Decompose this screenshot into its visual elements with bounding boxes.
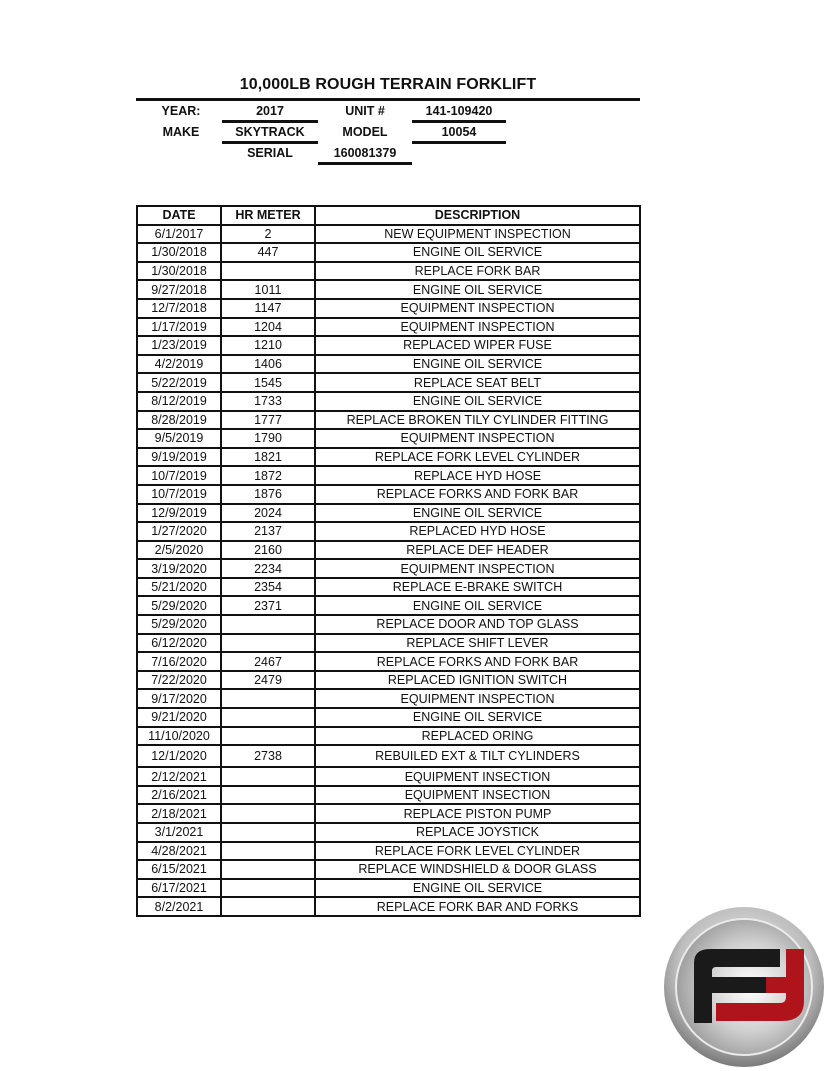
table-row <box>137 689 640 708</box>
table-row <box>137 392 640 411</box>
cell-hr-meter <box>221 804 315 823</box>
cell-hr-meter <box>221 689 315 708</box>
cell-description: REPLACED HYD HOSE <box>315 522 640 541</box>
year-label: YEAR: <box>161 104 201 118</box>
make-underline <box>222 141 318 144</box>
cell-hr-meter: 1545 <box>221 373 315 392</box>
cell-date: 6/1/2017 <box>137 225 221 244</box>
cell-hr-meter: 1011 <box>221 280 315 299</box>
cell-description: REPLACE BROKEN TILY CYLINDER FITTING <box>315 411 640 430</box>
table-row <box>137 708 640 727</box>
cell-date: 9/21/2020 <box>137 708 221 727</box>
cell-date: 6/17/2021 <box>137 879 221 898</box>
cell-date: 6/15/2021 <box>137 860 221 879</box>
table-row <box>137 897 640 916</box>
cell-description: EQUIPMENT INSPECTION <box>315 318 640 337</box>
cell-description: EQUIPMENT INSECTION <box>315 767 640 786</box>
cell-hr-meter <box>221 860 315 879</box>
cell-date: 8/28/2019 <box>137 411 221 430</box>
table-row <box>137 634 640 653</box>
cell-date: 9/27/2018 <box>137 280 221 299</box>
document-title: 10,000LB ROUGH TERRAIN FORKLIFT <box>239 76 537 93</box>
table-row <box>137 541 640 560</box>
table-row <box>137 804 640 823</box>
table-row <box>137 559 640 578</box>
cell-hr-meter <box>221 879 315 898</box>
cell-date: 2/16/2021 <box>137 786 221 805</box>
cell-date: 8/12/2019 <box>137 392 221 411</box>
cell-description: ENGINE OIL SERVICE <box>315 708 640 727</box>
cell-date: 2/12/2021 <box>137 767 221 786</box>
cell-date: 7/22/2020 <box>137 671 221 690</box>
cell-hr-meter: 1733 <box>221 392 315 411</box>
cell-date: 6/12/2020 <box>137 634 221 653</box>
cell-description: REPLACE E-BRAKE SWITCH <box>315 578 640 597</box>
cell-date: 1/27/2020 <box>137 522 221 541</box>
table-body <box>137 225 640 916</box>
cell-hr-meter: 447 <box>221 243 315 262</box>
cell-description: REPLACE FORKS AND FORK BAR <box>315 652 640 671</box>
fj-logo-icon <box>662 905 826 1069</box>
cell-description: REPLACE FORK LEVEL CYLINDER <box>315 448 640 467</box>
cell-date: 5/21/2020 <box>137 578 221 597</box>
cell-description: REPLACED IGNITION SWITCH <box>315 671 640 690</box>
table-row <box>137 578 640 597</box>
table-row <box>137 504 640 523</box>
unit-underline <box>412 120 506 123</box>
cell-description: REPLACED WIPER FUSE <box>315 336 640 355</box>
cell-date: 5/22/2019 <box>137 373 221 392</box>
cell-hr-meter <box>221 615 315 634</box>
table-row <box>137 411 640 430</box>
table-row <box>137 485 640 504</box>
make-value: SKYTRACK <box>235 125 305 139</box>
table-row <box>137 823 640 842</box>
cell-date: 2/18/2021 <box>137 804 221 823</box>
serial-value: 160081379 <box>333 146 397 160</box>
cell-hr-meter <box>221 842 315 861</box>
table-row <box>137 336 640 355</box>
cell-hr-meter <box>221 708 315 727</box>
column-header-description: DESCRIPTION <box>315 206 640 225</box>
cell-description: REPLACE PISTON PUMP <box>315 804 640 823</box>
year-underline <box>222 120 318 123</box>
cell-hr-meter: 1872 <box>221 466 315 485</box>
cell-date: 5/29/2020 <box>137 596 221 615</box>
cell-date: 11/10/2020 <box>137 727 221 746</box>
cell-date: 4/28/2021 <box>137 842 221 861</box>
serial-label: SERIAL <box>247 146 293 160</box>
cell-date: 12/7/2018 <box>137 299 221 318</box>
cell-date: 1/23/2019 <box>137 336 221 355</box>
cell-description: ENGINE OIL SERVICE <box>315 596 640 615</box>
cell-hr-meter: 2160 <box>221 541 315 560</box>
cell-description: ENGINE OIL SERVICE <box>315 392 640 411</box>
unit-label: UNIT # <box>345 104 385 118</box>
table-row <box>137 615 640 634</box>
cell-date: 8/2/2021 <box>137 897 221 916</box>
unit-value: 141-109420 <box>425 104 493 118</box>
column-header-date: DATE <box>137 206 221 225</box>
cell-hr-meter <box>221 767 315 786</box>
cell-date: 1/30/2018 <box>137 262 221 281</box>
serial-underline <box>318 162 412 165</box>
cell-date: 10/7/2019 <box>137 466 221 485</box>
cell-description: EQUIPMENT INSPECTION <box>315 429 640 448</box>
cell-description: REPLACE WINDSHIELD & DOOR GLASS <box>315 860 640 879</box>
cell-description: REPLACE SHIFT LEVER <box>315 634 640 653</box>
table-row <box>137 243 640 262</box>
cell-hr-meter: 1147 <box>221 299 315 318</box>
table-header-row <box>137 206 640 225</box>
cell-description: ENGINE OIL SERVICE <box>315 243 640 262</box>
cell-hr-meter: 2 <box>221 225 315 244</box>
cell-description: ENGINE OIL SERVICE <box>315 280 640 299</box>
cell-hr-meter: 2479 <box>221 671 315 690</box>
cell-hr-meter: 2354 <box>221 578 315 597</box>
table-row <box>137 299 640 318</box>
table-row <box>137 767 640 786</box>
cell-description: REPLACE FORK LEVEL CYLINDER <box>315 842 640 861</box>
model-underline <box>412 141 506 144</box>
table-row <box>137 448 640 467</box>
maintenance-log-table <box>136 205 641 917</box>
cell-date: 4/2/2019 <box>137 355 221 374</box>
cell-description: EQUIPMENT INSPECTION <box>315 689 640 708</box>
cell-hr-meter <box>221 262 315 281</box>
cell-description: ENGINE OIL SERVICE <box>315 504 640 523</box>
cell-description: REPLACE JOYSTICK <box>315 823 640 842</box>
table-row <box>137 842 640 861</box>
table-row <box>137 318 640 337</box>
cell-description: REPLACE DEF HEADER <box>315 541 640 560</box>
cell-description: REBUILED EXT & TILT CYLINDERS <box>315 745 640 767</box>
table-row <box>137 879 640 898</box>
title-rule <box>136 98 640 101</box>
cell-description: EQUIPMENT INSPECTION <box>315 299 640 318</box>
cell-hr-meter <box>221 727 315 746</box>
cell-description: REPLACE FORK BAR AND FORKS <box>315 897 640 916</box>
cell-hr-meter: 1204 <box>221 318 315 337</box>
cell-hr-meter <box>221 897 315 916</box>
cell-description: REPLACE FORKS AND FORK BAR <box>315 485 640 504</box>
table-row <box>137 225 640 244</box>
cell-hr-meter: 1210 <box>221 336 315 355</box>
cell-date: 9/5/2019 <box>137 429 221 448</box>
table-row <box>137 429 640 448</box>
table-row <box>137 786 640 805</box>
cell-hr-meter <box>221 786 315 805</box>
table-row <box>137 262 640 281</box>
cell-date: 5/29/2020 <box>137 615 221 634</box>
cell-hr-meter: 1821 <box>221 448 315 467</box>
cell-description: REPLACED ORING <box>315 727 640 746</box>
year-value: 2017 <box>256 104 284 118</box>
cell-description: EQUIPMENT INSPECTION <box>315 559 640 578</box>
table-row <box>137 860 640 879</box>
cell-hr-meter <box>221 823 315 842</box>
cell-date: 12/9/2019 <box>137 504 221 523</box>
cell-date: 1/30/2018 <box>137 243 221 262</box>
cell-hr-meter: 2467 <box>221 652 315 671</box>
cell-date: 10/7/2019 <box>137 485 221 504</box>
cell-description: ENGINE OIL SERVICE <box>315 355 640 374</box>
model-value: 10054 <box>441 125 477 139</box>
cell-date: 7/16/2020 <box>137 652 221 671</box>
table-row <box>137 355 640 374</box>
cell-date: 2/5/2020 <box>137 541 221 560</box>
cell-description: REPLACE SEAT BELT <box>315 373 640 392</box>
table-row <box>137 466 640 485</box>
cell-hr-meter: 1790 <box>221 429 315 448</box>
cell-hr-meter: 2234 <box>221 559 315 578</box>
column-header-hr-meter: HR METER <box>221 206 315 225</box>
cell-hr-meter: 2024 <box>221 504 315 523</box>
cell-date: 3/1/2021 <box>137 823 221 842</box>
table-row <box>137 652 640 671</box>
table-row <box>137 522 640 541</box>
cell-description: NEW EQUIPMENT INSPECTION <box>315 225 640 244</box>
cell-hr-meter: 1876 <box>221 485 315 504</box>
cell-description: REPLACE DOOR AND TOP GLASS <box>315 615 640 634</box>
cell-hr-meter: 1777 <box>221 411 315 430</box>
table-row <box>137 596 640 615</box>
cell-hr-meter <box>221 634 315 653</box>
table-row <box>137 727 640 746</box>
cell-description: ENGINE OIL SERVICE <box>315 879 640 898</box>
model-label: MODEL <box>342 125 388 139</box>
cell-hr-meter: 2738 <box>221 745 315 767</box>
table-row <box>137 373 640 392</box>
cell-hr-meter: 2371 <box>221 596 315 615</box>
cell-date: 9/19/2019 <box>137 448 221 467</box>
make-label: MAKE <box>162 125 200 139</box>
cell-date: 3/19/2020 <box>137 559 221 578</box>
cell-description: REPLACE FORK BAR <box>315 262 640 281</box>
cell-description: EQUIPMENT INSECTION <box>315 786 640 805</box>
cell-date: 1/17/2019 <box>137 318 221 337</box>
table-row <box>137 671 640 690</box>
table-row <box>137 745 640 767</box>
cell-hr-meter: 2137 <box>221 522 315 541</box>
table-row <box>137 280 640 299</box>
cell-description: REPLACE HYD HOSE <box>315 466 640 485</box>
cell-date: 12/1/2020 <box>137 745 221 767</box>
cell-date: 9/17/2020 <box>137 689 221 708</box>
cell-hr-meter: 1406 <box>221 355 315 374</box>
